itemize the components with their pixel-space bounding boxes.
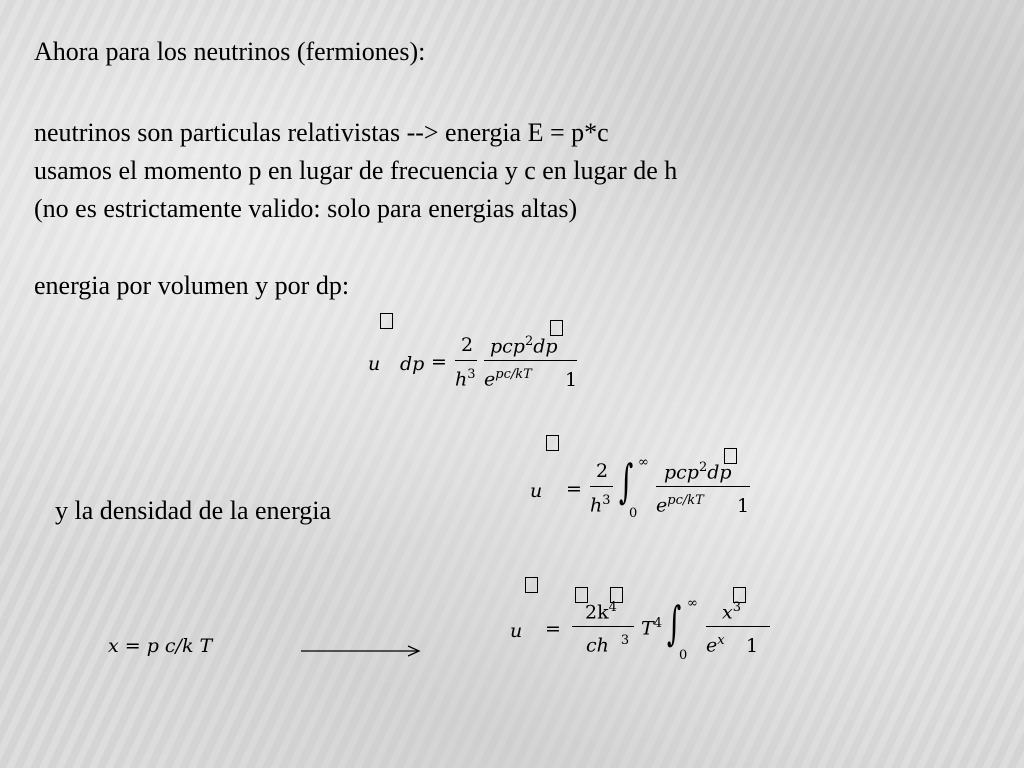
eq3-f-num: $x^3$: [722, 600, 741, 624]
eq3-int-lower: 0: [679, 648, 688, 663]
eq2-int-lower: 0: [629, 506, 638, 521]
paragraph-line-2: usamos el momento p en lugar de frecuencia y c en lugar de h: [34, 156, 678, 185]
eq2-den: $h^3$: [590, 493, 611, 517]
substitution-expression: x = p c/k T: [108, 635, 213, 657]
eq1-f-num: pcp$^2$dp: [490, 334, 558, 358]
slide-heading: Ahora para los neutrinos (fermiones):: [34, 37, 426, 66]
eq3-t: $T^4$: [641, 616, 662, 640]
eq3-fraction-bar: [572, 626, 634, 627]
eq2-f-den-tail: 1: [737, 495, 750, 517]
energy-density-label: y la densidad de la energia: [55, 496, 332, 525]
eq2-f-den: $e^{pc/kT}$: [656, 493, 704, 517]
eq3-num: $2k^4$: [585, 600, 617, 624]
eq3-f-den-tail: 1: [746, 635, 759, 657]
paragraph-line-1: neutrinos son particulas relativistas --> energia E = p*c: [34, 118, 609, 147]
eq2-int-upper: ∞: [638, 455, 649, 470]
eq2-f-num: pcp$^2$dp: [664, 460, 732, 484]
eq3-u: u: [510, 620, 523, 642]
paragraph-line-3: (no es estrictamente valido: solo para energias altas): [34, 194, 578, 223]
eq2-equals: =: [566, 478, 582, 500]
placeholder-box: [525, 577, 538, 593]
eq1-f-den-tail: 1: [565, 369, 578, 391]
eq2-u: u: [530, 480, 543, 502]
energy-per-volume-label: energia por volumen y por dp:: [34, 271, 350, 300]
eq1-equals: =: [431, 351, 447, 373]
eq1-den: $h^3$: [455, 367, 476, 391]
eq3-equals: =: [545, 618, 561, 640]
eq1-num: 2: [461, 334, 474, 356]
eq1-u: u: [368, 353, 381, 375]
eq3-f-den: $e^x$: [706, 633, 725, 657]
eq2-num: 2: [596, 460, 609, 482]
eq3-int-upper: ∞: [687, 596, 698, 611]
integral-sign: ∫: [667, 596, 682, 650]
eq3-f-bar: [706, 626, 770, 627]
eq3-den: ch $^3$: [586, 633, 630, 657]
integral-sign: ∫: [619, 454, 634, 508]
eq1-dp: dp: [400, 353, 425, 375]
eq1-f-den: $e^{pc/kT}$: [484, 367, 532, 391]
